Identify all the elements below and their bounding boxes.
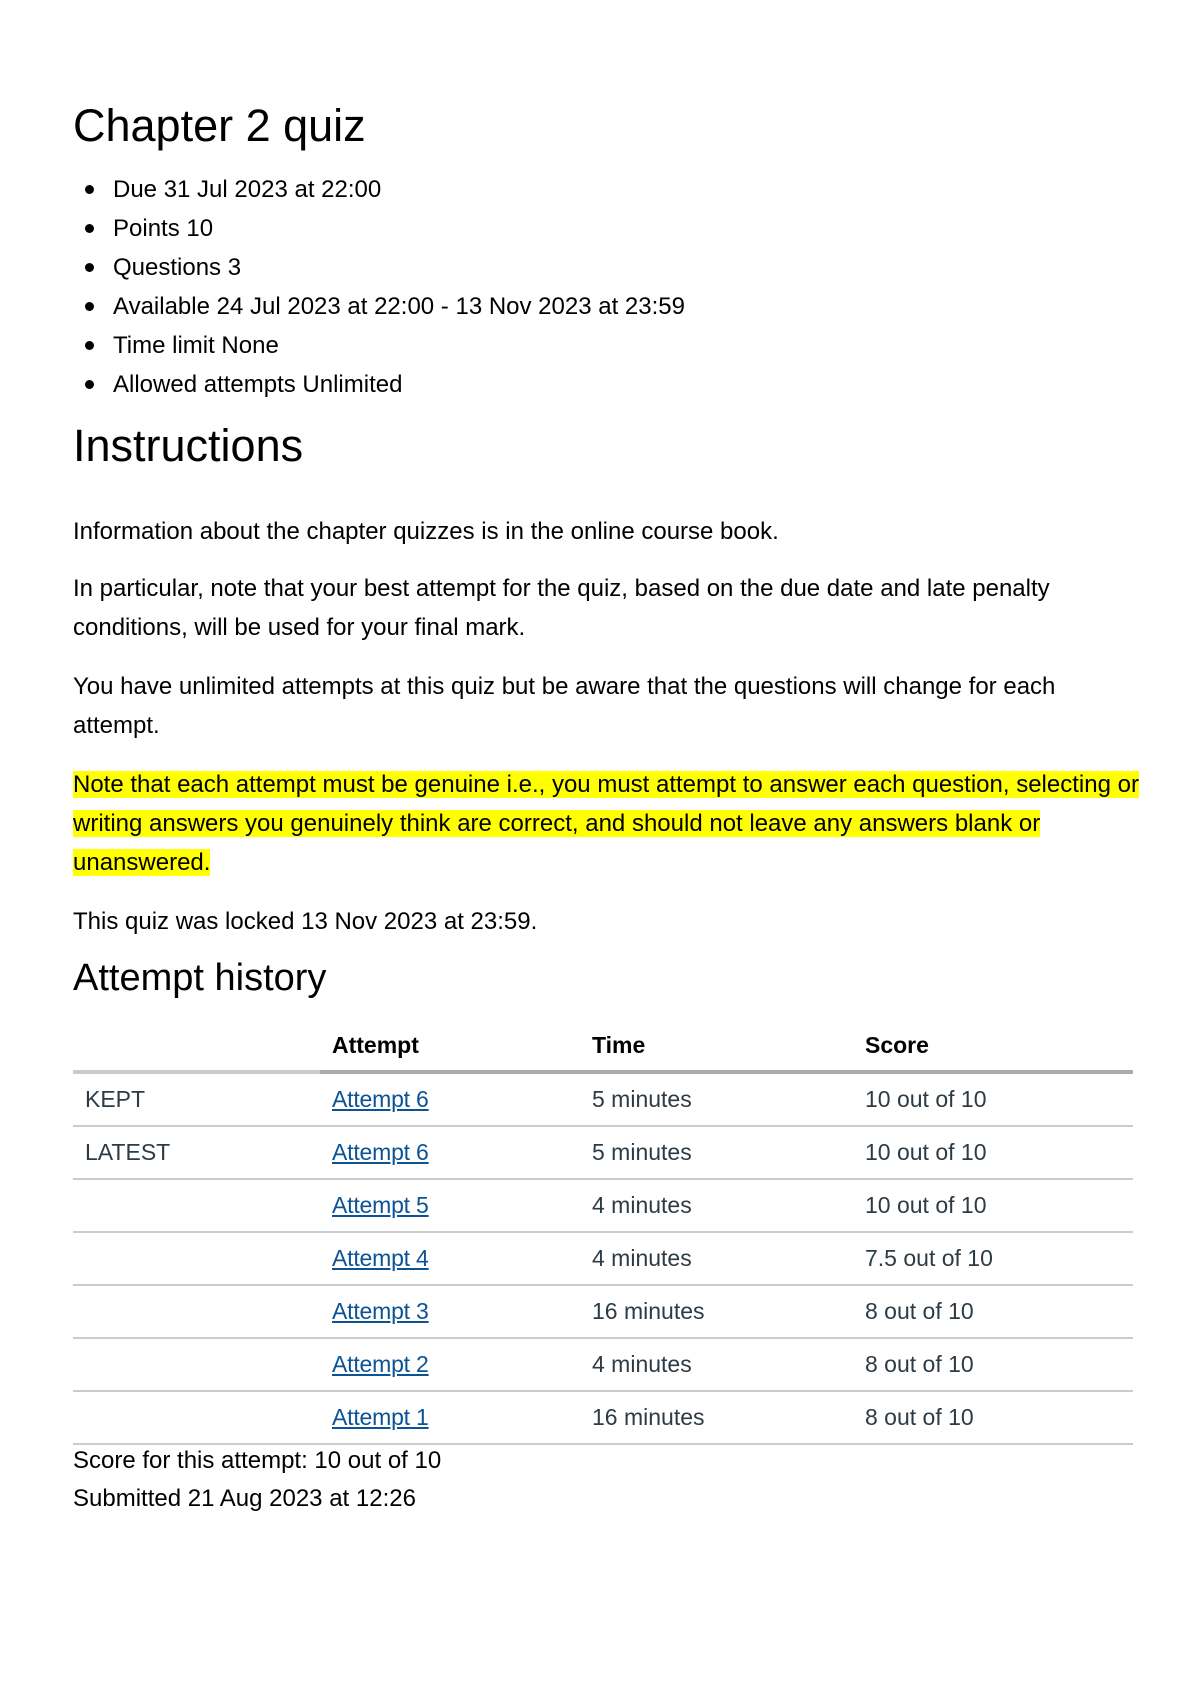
- instructions-paragraph: You have unlimited attempts at this quiz but be aware that the questions will change for each attempt.: [73, 673, 1056, 739]
- attempt-status-label: [73, 1285, 320, 1338]
- column-header-time: Time: [592, 1020, 865, 1072]
- column-header-score: Score: [865, 1020, 1133, 1072]
- detail-allowed-attempts: [73, 365, 685, 404]
- attempt-link[interactable]: Attempt 4: [332, 1245, 429, 1271]
- attempt-time: 5 minutes: [592, 1072, 865, 1126]
- attempt-status-label: KEPT: [73, 1072, 320, 1126]
- bullet-icon: [85, 302, 94, 311]
- detail-questions: [73, 248, 685, 287]
- attempt-cell: [320, 1072, 592, 1126]
- bullet-icon: [85, 185, 94, 194]
- attempt-cell: [320, 1338, 592, 1391]
- instructions-paragraph: In particular, note that your best attempt for the quiz, based on the due date and late penalty conditions, will be used for your final mark.: [73, 575, 1050, 641]
- bullet-icon: [85, 263, 94, 272]
- table-row: [73, 1232, 1133, 1285]
- bullet-icon: [85, 224, 94, 233]
- attempt-score: 10 out of 10: [865, 1072, 1133, 1126]
- table-row: [73, 1338, 1133, 1391]
- detail-text: Due 31 Jul 2023 at 22:00: [113, 176, 382, 203]
- attempt-cell: [320, 1391, 592, 1444]
- bullet-icon: [85, 380, 94, 389]
- attempt-score: 7.5 out of 10: [865, 1232, 1133, 1285]
- attempt-time: 4 minutes: [592, 1232, 865, 1285]
- attempt-score: 8 out of 10: [865, 1338, 1133, 1391]
- detail-time-limit: [73, 326, 685, 365]
- attempt-link[interactable]: Attempt 5: [332, 1192, 429, 1218]
- attempt-cell: [320, 1285, 592, 1338]
- instructions-paragraph: Information about the chapter quizzes is in the online course book.: [73, 518, 779, 545]
- attempt-status-label: [73, 1391, 320, 1444]
- attempt-link[interactable]: Attempt 1: [332, 1404, 429, 1430]
- attempt-score: 8 out of 10: [865, 1285, 1133, 1338]
- attempt-status-label: [73, 1338, 320, 1391]
- attempt-status-label: LATEST: [73, 1126, 320, 1179]
- attempt-link[interactable]: Attempt 6: [332, 1139, 429, 1165]
- attempt-time: 4 minutes: [592, 1179, 865, 1232]
- table-row: [73, 1126, 1133, 1179]
- attempt-score: 10 out of 10: [865, 1126, 1133, 1179]
- attempt-time: 4 minutes: [592, 1338, 865, 1391]
- attempt-cell: [320, 1126, 592, 1179]
- attempt-link[interactable]: Attempt 2: [332, 1351, 429, 1377]
- attempt-link[interactable]: Attempt 6: [332, 1086, 429, 1112]
- instructions-warning: [73, 765, 1143, 882]
- page-title: Chapter 2 quiz: [73, 100, 366, 151]
- detail-text: Allowed attempts Unlimited: [113, 371, 403, 398]
- attempt-cell: [320, 1179, 592, 1232]
- detail-points: [73, 209, 685, 248]
- quiz-details-list: [73, 170, 685, 404]
- bullet-icon: [85, 341, 94, 350]
- instructions-heading: Instructions: [73, 420, 304, 471]
- detail-text: Available 24 Jul 2023 at 22:00 - 13 Nov 2023 at 23:59: [113, 293, 685, 320]
- attempt-history-heading: Attempt history: [73, 957, 327, 999]
- attempt-score: 10 out of 10: [865, 1179, 1133, 1232]
- table-body: [73, 1072, 1133, 1444]
- attempt-status-label: [73, 1232, 320, 1285]
- table-row: [73, 1391, 1133, 1444]
- table-row: [73, 1072, 1133, 1126]
- attempt-score: 8 out of 10: [865, 1391, 1133, 1444]
- attempt-link[interactable]: Attempt 3: [332, 1298, 429, 1324]
- score-summary: Score for this attempt: 10 out of 10: [73, 1447, 442, 1474]
- attempt-status-label: [73, 1179, 320, 1232]
- locked-notice: This quiz was locked 13 Nov 2023 at 23:59.: [73, 908, 538, 935]
- detail-text: Questions 3: [113, 254, 242, 281]
- detail-text: Time limit None: [113, 332, 279, 359]
- detail-text: Points 10: [113, 215, 214, 242]
- detail-available: [73, 287, 685, 326]
- attempt-cell: [320, 1232, 592, 1285]
- attempt-time: 16 minutes: [592, 1285, 865, 1338]
- attempt-history-table: [73, 1020, 1133, 1445]
- attempt-time: 5 minutes: [592, 1126, 865, 1179]
- submitted-summary: Submitted 21 Aug 2023 at 12:26: [73, 1485, 416, 1512]
- table-row: [73, 1285, 1133, 1338]
- table-row: [73, 1179, 1133, 1232]
- highlighted-text: Note that each attempt must be genuine i.e., you must attempt to answer each question, selecting or writing answers you genuinely think are correct, and should not leave any answers blank or unanswered.: [73, 771, 1139, 876]
- detail-due: [73, 170, 685, 209]
- table-header-row: [73, 1020, 1133, 1072]
- attempt-time: 16 minutes: [592, 1391, 865, 1444]
- column-header-label: [73, 1020, 320, 1072]
- column-header-attempt: Attempt: [320, 1020, 592, 1072]
